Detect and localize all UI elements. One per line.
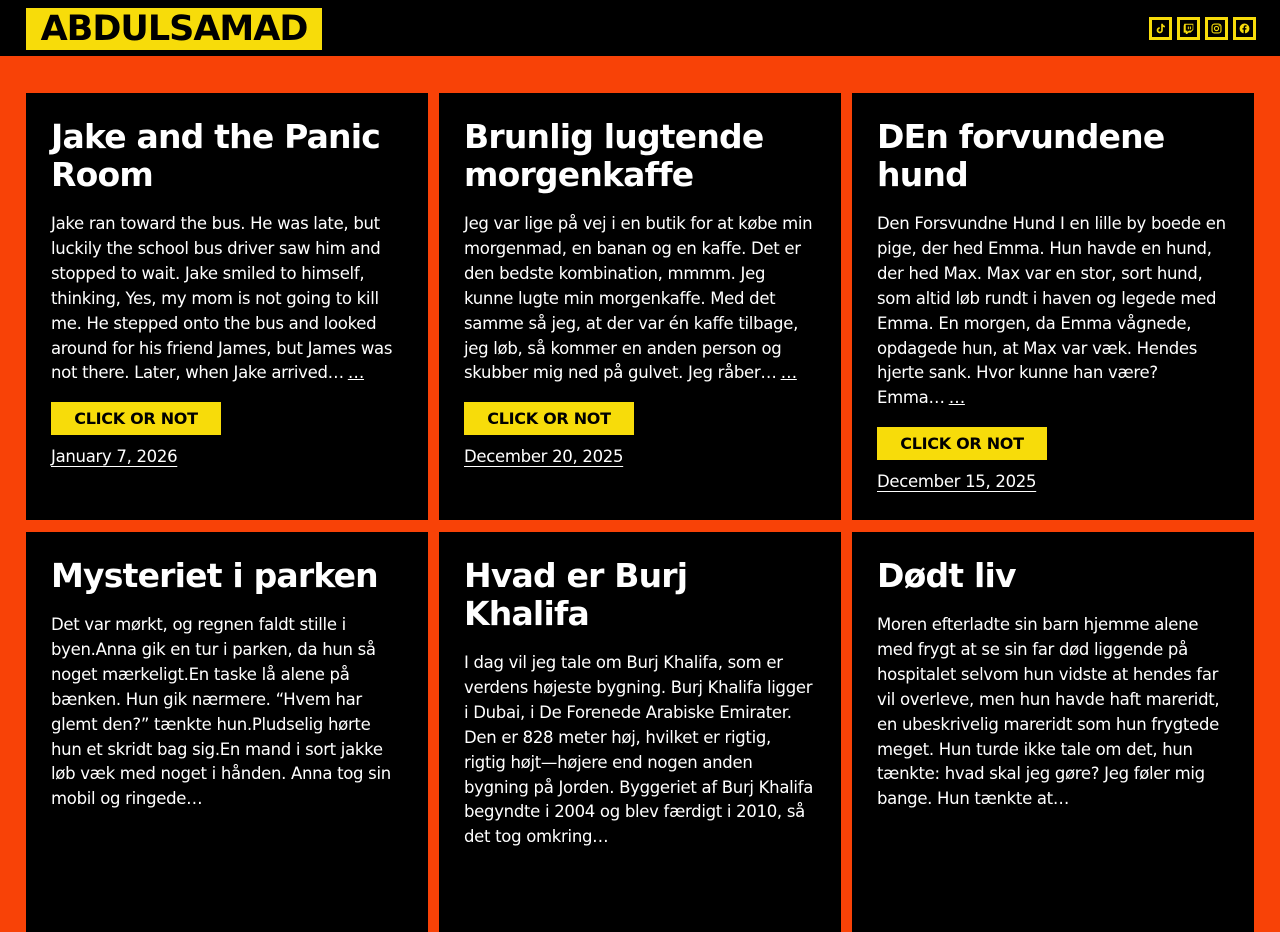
post-excerpt-text: Jake ran toward the bus. He was late, but luckily the school bus driver saw him and stopped to wait. Jake smiled to himself, thinking, Yes, my mom is not going to kill me. He stepped onto the bus and looked around for his friend James, but James was not there. Later, when Jake arrived… bbox=[51, 214, 393, 383]
post-excerpt bbox=[51, 212, 403, 386]
post-card bbox=[26, 532, 428, 932]
post-title[interactable]: Mysteriet i parken bbox=[51, 556, 378, 595]
site-logo[interactable]: ABDULSAMAD bbox=[26, 8, 322, 50]
social-links bbox=[1149, 17, 1256, 40]
twitch-link[interactable] bbox=[1177, 17, 1200, 40]
post-excerpt: Moren efterladte sin barn hjemme alene med frygt at se sin far død liggende på hospitalet selvom hun vidste at hendes far vil overleve, men hun havde haft mareridt, en ubeskrivelig mareridt som hun frygtede meget. Hun turde ikke tale om det, hun tænkte: hvad skal jeg gøre? Jeg føler mig bange. Hun tænkte at… bbox=[877, 615, 1220, 809]
post-card bbox=[852, 93, 1254, 520]
post-date[interactable]: December 20, 2025 bbox=[464, 447, 624, 467]
post-grid bbox=[26, 93, 1254, 932]
post-excerpt-text: Den Forsvundne Hund I en lille by boede en pige, der hed Emma. Hun havde en hund, der hed Max. Max var en stor, sort hund, som altid løb rundt i haven og legede med Emma. En morgen, da Emma vågnede, opdagede hun, at Max var væk. Hendes hjerte sank. Hvor kunne han være? Emma… bbox=[877, 214, 1226, 408]
post-title[interactable]: Brunlig lugtende morgenkaffe bbox=[464, 117, 764, 194]
instagram-icon bbox=[1211, 23, 1222, 34]
post-excerpt: I dag vil jeg tale om Burj Khalifa, som er verdens højeste bygning. Burj Khalifa ligger i Dubai, i De Forenede Arabiske Emirater. Den er 828 meter høj, hvilket er rigtig, rigtig højt—højere end nogen anden bygning på Jorden. Byggeriet af Burj Khalifa begyndte i 2004 og blev færdigt i 2010, så det tog omkring… bbox=[464, 653, 814, 847]
facebook-link[interactable] bbox=[1233, 17, 1256, 40]
read-more-link[interactable]: … bbox=[948, 388, 965, 408]
post-card bbox=[439, 532, 841, 932]
post-date[interactable]: December 15, 2025 bbox=[877, 472, 1037, 492]
click-or-not-button[interactable]: CLICK OR NOT bbox=[877, 427, 1047, 460]
tiktok-icon bbox=[1155, 23, 1166, 34]
click-or-not-button[interactable]: CLICK OR NOT bbox=[464, 402, 634, 435]
post-excerpt: Det var mørkt, og regnen faldt stille i byen.Anna gik en tur i parken, da hun så noget mærkeligt.En taske lå alene på bænken. Hun gik nærmere. “Hvem har glemt den?” tænkte hun.Pludselig hørte hun et skridt bag sig.En mand i sort jakke løb væk med noget i hånden. Anna tog sin mobil og ringede… bbox=[51, 615, 391, 809]
post-title[interactable]: DEn forvundene hund bbox=[877, 117, 1165, 194]
click-or-not-button[interactable]: CLICK OR NOT bbox=[51, 402, 221, 435]
post-title[interactable]: Dødt liv bbox=[877, 556, 1016, 595]
post-excerpt bbox=[877, 212, 1229, 411]
site-header bbox=[0, 0, 1280, 56]
read-more-link[interactable]: … bbox=[347, 363, 365, 383]
facebook-icon bbox=[1239, 23, 1250, 34]
post-card bbox=[26, 93, 428, 520]
read-more-link[interactable]: … bbox=[780, 363, 797, 383]
twitch-icon bbox=[1183, 23, 1194, 34]
tiktok-link[interactable] bbox=[1149, 17, 1172, 40]
post-excerpt-text: Jeg var lige på vej i en butik for at købe min morgenmad, en banan og en kaffe. Det er den bedste kombination, mmmm. Jeg kunne lugte min morgenkaffe. Med det samme så jeg, at der var én kaffe tilbage, jeg løb, så kommer en anden person og skubber mig ned på gulvet. Jeg råber… bbox=[464, 214, 813, 383]
post-date[interactable]: January 7, 2026 bbox=[51, 447, 178, 467]
instagram-link[interactable] bbox=[1205, 17, 1228, 40]
post-title[interactable]: Hvad er Burj Khalifa bbox=[464, 556, 688, 633]
post-title[interactable]: Jake and the Panic Room bbox=[51, 117, 381, 194]
post-card bbox=[439, 93, 841, 520]
post-excerpt bbox=[464, 212, 816, 386]
post-card bbox=[852, 532, 1254, 932]
